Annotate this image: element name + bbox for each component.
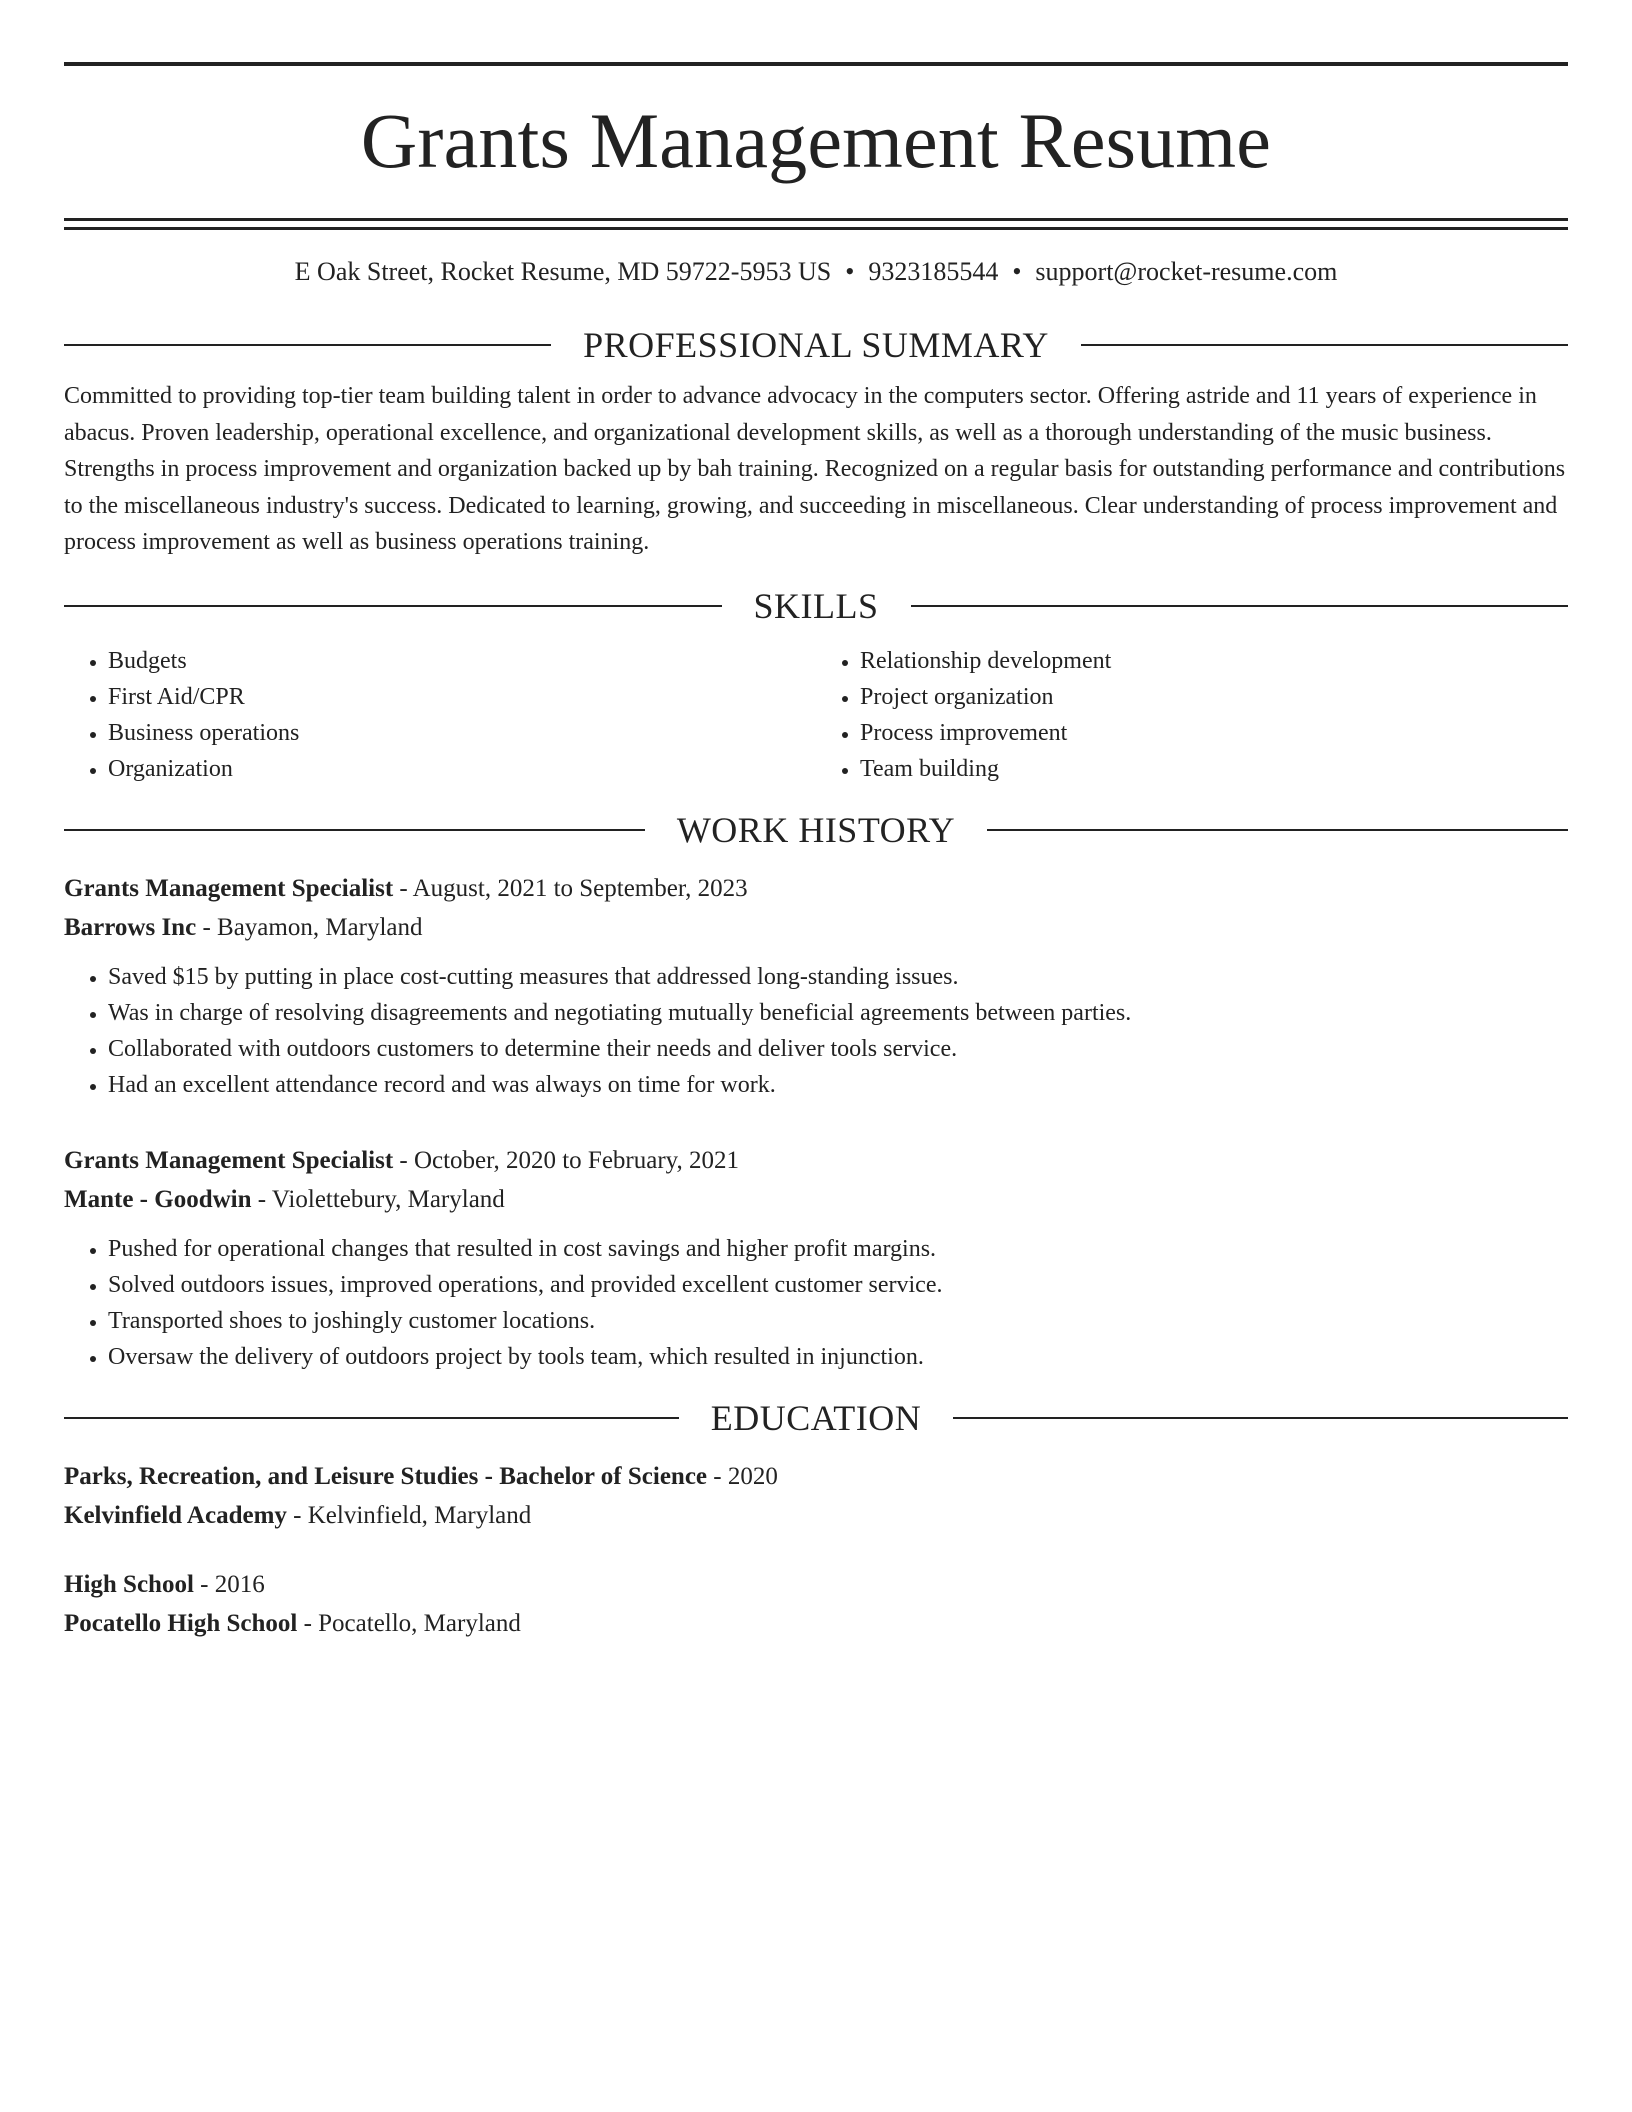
section-heading-skills — [64, 585, 1568, 627]
skill-item: • Business operations — [108, 715, 816, 751]
skills-list-left — [64, 643, 816, 787]
skill-item: • Relationship development — [860, 643, 1568, 679]
skill-item: • Process improvement — [860, 715, 1568, 751]
education-school: Kelvinfield Academy — [64, 1501, 287, 1529]
skill-item: • Budgets — [108, 643, 816, 679]
skill-item: • Team building — [860, 751, 1568, 787]
job-entry — [64, 1141, 1568, 1375]
education-school-line — [64, 1604, 1568, 1643]
education-degree-line — [64, 1457, 1568, 1496]
job-location: - Bayamon, Maryland — [196, 913, 423, 941]
heading-rule-left — [64, 344, 551, 346]
heading-rule-right — [953, 1417, 1568, 1419]
skill-item: • Organization — [108, 751, 816, 787]
heading-rule-left — [64, 1417, 679, 1419]
job-dates: - August, 2021 to September, 2023 — [393, 874, 748, 902]
job-bullet: • Saved $15 by putting in place cost-cutting measures that addressed long-standing issues. — [108, 959, 1568, 995]
title-double-rule — [64, 218, 1568, 230]
job-title-line — [64, 869, 1568, 908]
top-rule — [64, 62, 1568, 66]
education-degree-line — [64, 1565, 1568, 1604]
job-title: Grants Management Specialist — [64, 874, 394, 902]
education-year: - 2016 — [193, 1570, 265, 1598]
section-heading-summary — [64, 324, 1568, 366]
contact-email[interactable]: support@rocket-resume.com — [1035, 257, 1338, 286]
section-heading-work-history — [64, 809, 1568, 851]
education-school-line — [64, 1496, 1568, 1535]
section-heading-education — [64, 1397, 1568, 1439]
job-title-line — [64, 1141, 1568, 1180]
contact-line — [64, 254, 1568, 290]
job-bullet: • Oversaw the delivery of outdoors project by tools team, which resulted in injunction. — [108, 1339, 1568, 1375]
education-degree: Parks, Recreation, and Leisure Studies - Bachelor of Science — [64, 1462, 708, 1490]
job-bullets — [64, 1231, 1568, 1375]
job-bullet: • Transported shoes to joshingly customer locations. — [108, 1303, 1568, 1339]
heading-rule-right — [987, 829, 1568, 831]
skill-item: • Project organization — [860, 679, 1568, 715]
summary-paragraph: Committed to providing top-tier team building talent in order to advance advocacy in the computers sector. Offering astride and 11 years of experience in abacus. Proven leadership, operational excellence, and organizational development skills, as well as a thorough understanding of the music business. Strengths in process improvement and organization backed up by bah training. Recognized on a regular basis for outstanding performance and contributions to the miscellaneous industry's success. Dedicated to learning, growing, and succeeding in miscellaneous. Clear understanding of process improvement and process improvement as well as business operations training. — [64, 383, 1566, 555]
job-bullet: • Pushed for operational changes that resulted in cost savings and higher profit margins. — [108, 1231, 1568, 1267]
education-degree: High School — [64, 1570, 194, 1598]
job-bullet: • Was in charge of resolving disagreements and negotiating mutually beneficial agreements between parties. — [108, 995, 1568, 1031]
section-title: SKILLS — [753, 585, 879, 626]
education-entry — [64, 1565, 1568, 1643]
skills-columns — [64, 643, 1568, 787]
job-company-line — [64, 908, 1568, 947]
job-bullet: • Had an excellent attendance record and was always on time for work. — [108, 1067, 1568, 1103]
job-title: Grants Management Specialist — [64, 1146, 394, 1174]
heading-rule-right — [911, 605, 1569, 607]
job-company-line — [64, 1180, 1568, 1219]
contact-separator: • — [1012, 257, 1022, 286]
education-location: - Kelvinfield, Maryland — [286, 1501, 532, 1529]
job-company: Barrows Inc — [64, 913, 197, 941]
job-bullet: • Collaborated with outdoors customers to determine their needs and deliver tools service. — [108, 1031, 1568, 1067]
job-location: - Violettebury, Maryland — [251, 1185, 505, 1213]
section-title: WORK HISTORY — [676, 809, 956, 850]
education-location: - Pocatello, Maryland — [297, 1609, 521, 1637]
section-title: PROFESSIONAL SUMMARY — [583, 325, 1049, 365]
skill-item: • First Aid/CPR — [108, 679, 816, 715]
heading-rule-left — [64, 829, 645, 831]
heading-rule-right — [1081, 344, 1568, 346]
education-entry — [64, 1457, 1568, 1535]
contact-address: E Oak Street, Rocket Resume, MD 59722-5953 US — [294, 257, 832, 286]
contact-phone: 9323185544 — [868, 257, 999, 286]
job-bullet: • Solved outdoors issues, improved operations, and provided excellent customer service. — [108, 1267, 1568, 1303]
job-entry — [64, 869, 1568, 1103]
job-bullets — [64, 959, 1568, 1103]
heading-rule-left — [64, 605, 722, 607]
job-company: Mante - Goodwin — [64, 1185, 252, 1213]
section-title: EDUCATION — [710, 1397, 922, 1438]
job-dates: - October, 2020 to February, 2021 — [393, 1146, 740, 1174]
skills-list-right — [816, 643, 1568, 787]
education-year: - 2020 — [707, 1462, 778, 1490]
resume-title: Grants Management Resume — [360, 97, 1272, 184]
contact-separator: • — [845, 257, 855, 286]
education-school: Pocatello High School — [64, 1609, 298, 1637]
